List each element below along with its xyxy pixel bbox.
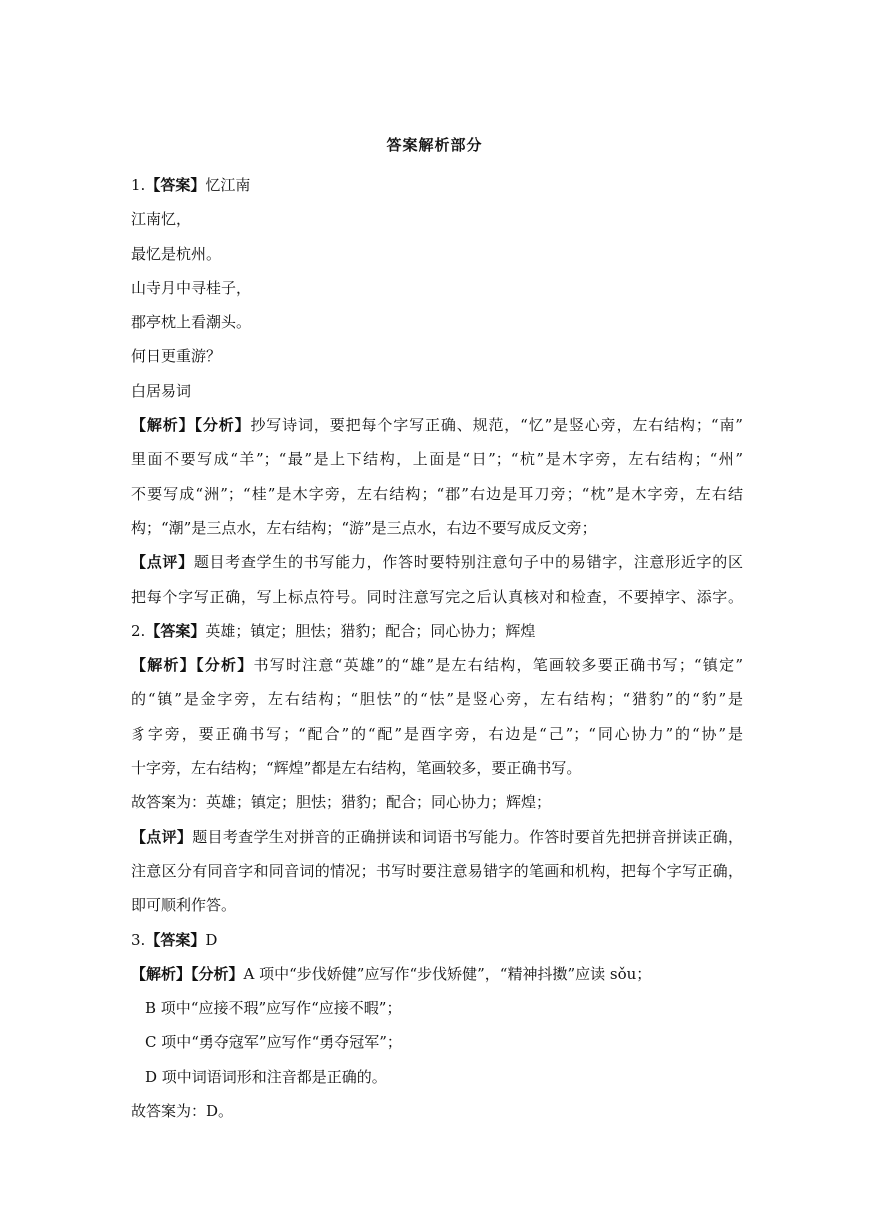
q3-option-line: B 项中“应接不瑕”应写作“应接不暇”； <box>145 999 402 1018</box>
page-title: 答案解析部分 <box>386 136 483 154</box>
analysis-text: 抄写诗词，要把每个字写正确、规范，“忆”是竖心旁，左右结构；“南” <box>250 416 743 435</box>
q1-answer: 忆江南 <box>205 176 251 194</box>
q3-conclusion: 故答案为：D。 <box>131 1102 234 1121</box>
q2-answer-tag: 【答案】 <box>145 621 206 640</box>
poem-line: 郡亭枕上看潮头。 <box>131 313 252 332</box>
poem-line: 山寺月中寻桂子， <box>131 278 252 297</box>
q1-answer-line <box>131 168 743 202</box>
analysis-text: A 项中“步伐娇健”应写作“步伐矫健”，“精神抖擞”应读 sǒu； <box>243 964 652 983</box>
q2-comment-line <box>131 820 743 854</box>
q1-analysis-line: 构；“潮”是三点水，左右结构；“游”是三点水，右边不要写成反文旁； <box>131 518 597 537</box>
q3-analysis-tag: 【解析】【分析】 <box>131 964 244 983</box>
q2-number: 2. <box>131 621 146 640</box>
answer-content <box>131 168 743 1128</box>
poem-line: 江南忆， <box>131 210 192 229</box>
q3-number: 3. <box>131 930 146 949</box>
poem-line: 最忆是杭州。 <box>131 244 222 263</box>
q2-comment-line: 即可顺利作答。 <box>131 896 237 915</box>
q2-comment-tag: 【点评】 <box>131 827 193 846</box>
q1-analysis-tag: 【解析】【分析】 <box>131 416 251 435</box>
q3-analysis-line <box>131 957 743 991</box>
q1-analysis-line <box>131 408 743 442</box>
q1-comment-line: 把每个字写正确，写上标点符号。同时注意写完之后认真核对和检查，不要掉字、添字。 <box>131 587 743 606</box>
poem-author: 白居易词 <box>131 381 192 400</box>
q1-answer-tag: 【答案】 <box>145 176 206 194</box>
q2-analysis-line: 豸字旁，要正确书写；“配合”的“配”是酉字旁，右边是“己”；“同心协力”的“协”是 <box>131 724 743 743</box>
poem-line: 何日更重游？ <box>131 347 222 366</box>
analysis-text: 书写时注意“英雄”的“雄”是左右结构，笔画较多要正确书写；“镇定” <box>253 656 743 675</box>
q1-number: 1. <box>131 176 146 194</box>
q3-option-line: D 项中词语词形和注音都是正确的。 <box>145 1067 387 1086</box>
q1-analysis-line: 不要写成“洲”；“桂”是木字旁，左右结构；“郡”右边是耳刀旁；“枕”是木字旁，左右结 <box>131 484 743 503</box>
q2-conclusion: 故答案为：英雄；镇定；胆怯；猎豹；配合；同心协力；辉煌； <box>131 793 552 812</box>
q2-answer: 英雄；镇定；胆怯；猎豹；配合；同心协力；辉煌 <box>205 621 536 640</box>
q2-analysis-line <box>131 648 743 682</box>
q1-analysis-line: 里面不要写成“羊”；“最”是上下结构，上面是“日”；“杭”是木字旁，左右结构；“州” <box>131 450 743 469</box>
comment-text: 题目考查学生对拼音的正确拼读和词语书写能力。作答时要首先把拼音拼读正确， <box>192 827 743 846</box>
comment-text: 题目考查学生的书写能力，作答时要特别注意句子中的易错字，注意形近字的区 <box>193 553 743 572</box>
q3-answer-tag: 【答案】 <box>145 930 206 949</box>
q3-option-line: C 项中“勇夺寇军”应写作“勇夺冠军”； <box>145 1033 402 1052</box>
q2-analysis-tag: 【解析】【分析】 <box>131 656 254 675</box>
q2-analysis-line: 十字旁，左右结构；“辉煌”都是左右结构，笔画较多，要正确书写。 <box>131 759 582 778</box>
q3-answer: D <box>205 930 218 949</box>
q2-answer-line <box>131 614 743 648</box>
q1-comment-line <box>131 545 743 579</box>
q1-comment-tag: 【点评】 <box>131 553 194 572</box>
q2-analysis-line: 的“镇”是金字旁，左右结构；“胆怯”的“怯”是竖心旁，左右结构；“猎豹”的“豹”是 <box>131 690 743 709</box>
q3-answer-line <box>131 923 743 957</box>
q2-comment-line: 注意区分有同音字和同音词的情况；书写时要注意易错字的笔画和机构，把每个字写正确， <box>131 861 743 880</box>
